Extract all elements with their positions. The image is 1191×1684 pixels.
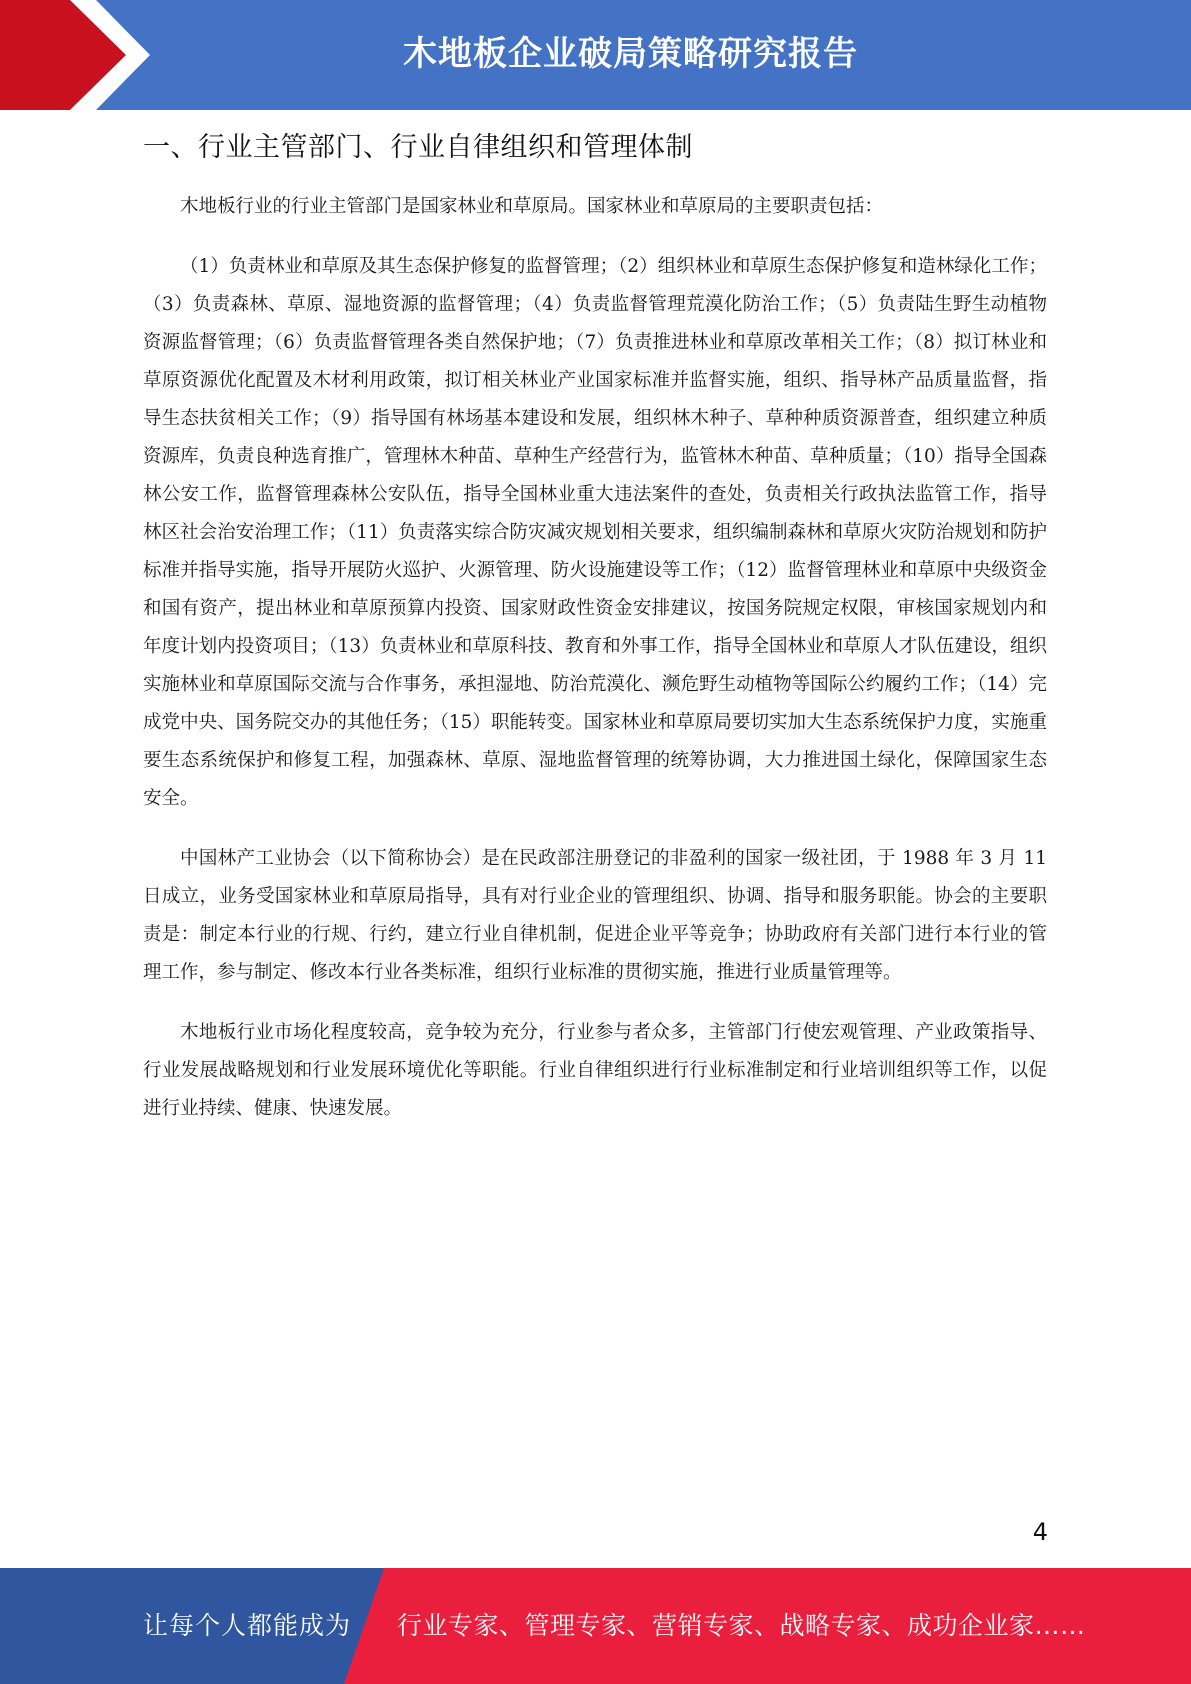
paragraph-duties: （1）负责林业和草原及其生态保护修复的监督管理；（2）组织林业和草原生态保护修复和造林绿化工作；（3）负责森林、草原、湿地资源的监督管理；（4）负责监督管理荒漠化防治工作；（5）负责陆生野生动植物资源监督管理；（6）负责监督管理各类自然保护地；（7）负责推进林业和草原改革相关工作；（8）拟订林业和草原资源优化配置及木材利用政策，拟订相关林业产业国家标准并监督实施，组织、指导林产品质量监督，指导生态扶贫相关工作；（9）指导国有林场基本建设和发展，组织林木种子、草种种质资源普查，组织建立种质资源库，负责良种选育推广，管理林木种苗、草种生产经营行为，监管林木种苗、草种质量；（10）指导全国森林公安工作，监督管理森林公安队伍，指导全国林业重大违法案件的查处，负责相关行政执法监管工作，指导林区社会治安治理工作；（11）负责落实综合防灾减灾规划相关要求，组织编制森林和草原火灾防治规划和防护标准并指导实施，指导开展防火巡护、火源管理、防火设施建设等工作；（12）监督管理林业和草原中央级资金和国有资产，提出林业和草原预算内投资、国家财政性资金安排建议，按国务院规定权限，审核国家规划内和年度计划内投资项目；（13）负责林业和草原科技、教育和外事工作，指导全国林业和草原人才队伍建设，组织实施林业和草原国际交流与合作事务，承担湿地、防治荒漠化、濒危野生动植物等国际公约履约工作；（14）完成党中央、国务院交办的其他任务；（15）职能转变。国家林业和草原局要切实加大生态系统保护力度，实施重要生态系统保护和修复工程，加强森林、草原、湿地监督管理的统筹协调，大力推进国土绿化，保障国家生态安全。	[143, 256, 1047, 809]
paragraph-association: 中国林产工业协会（以下简称协会）是在民政部注册登记的非盈利的国家一级社团，于 1988 年 3 月 11 日成立，业务受国家林业和草原局指导，具有对行业企业的管理组织、协调、指导和服务职能。协会的主要职责是：制定本行业的行规、行约，建立行业自律机制，促进企业平等竞争；协助政府有关部门进行本行业的管理工作，参与制定、修改本行业各类标准，组织行业标准的贯彻实施，推进行业质量管理等。	[143, 848, 1047, 983]
paragraph-market: 木地板行业市场化程度较高，竞争较为充分，行业参与者众多，主管部门行使宏观管理、产业政策指导、行业发展战略规划和行业发展环境优化等职能。行业自律组织进行行业标准制定和行业培训组织等工作，以促进行业持续、健康、快速发展。	[143, 1022, 1047, 1119]
report-title: 木地板企业破局策略研究报告	[403, 34, 858, 74]
footer-slogan-left: 让每个人都能成为	[143, 1611, 352, 1640]
footer-slogan-right: 行业专家、管理专家、营销专家、战略专家、成功企业家……	[397, 1611, 1086, 1640]
header-banner	[0, 0, 1191, 110]
section-heading: 一、行业主管部门、行业自律组织和管理体制	[143, 132, 693, 163]
footer-banner	[0, 1568, 1191, 1684]
main-content	[143, 128, 1047, 1150]
paragraph-intro: 木地板行业的行业主管部门是国家林业和草原局。国家林业和草原局的主要职责包括：	[180, 196, 884, 217]
page-number: 4	[1032, 1518, 1048, 1546]
